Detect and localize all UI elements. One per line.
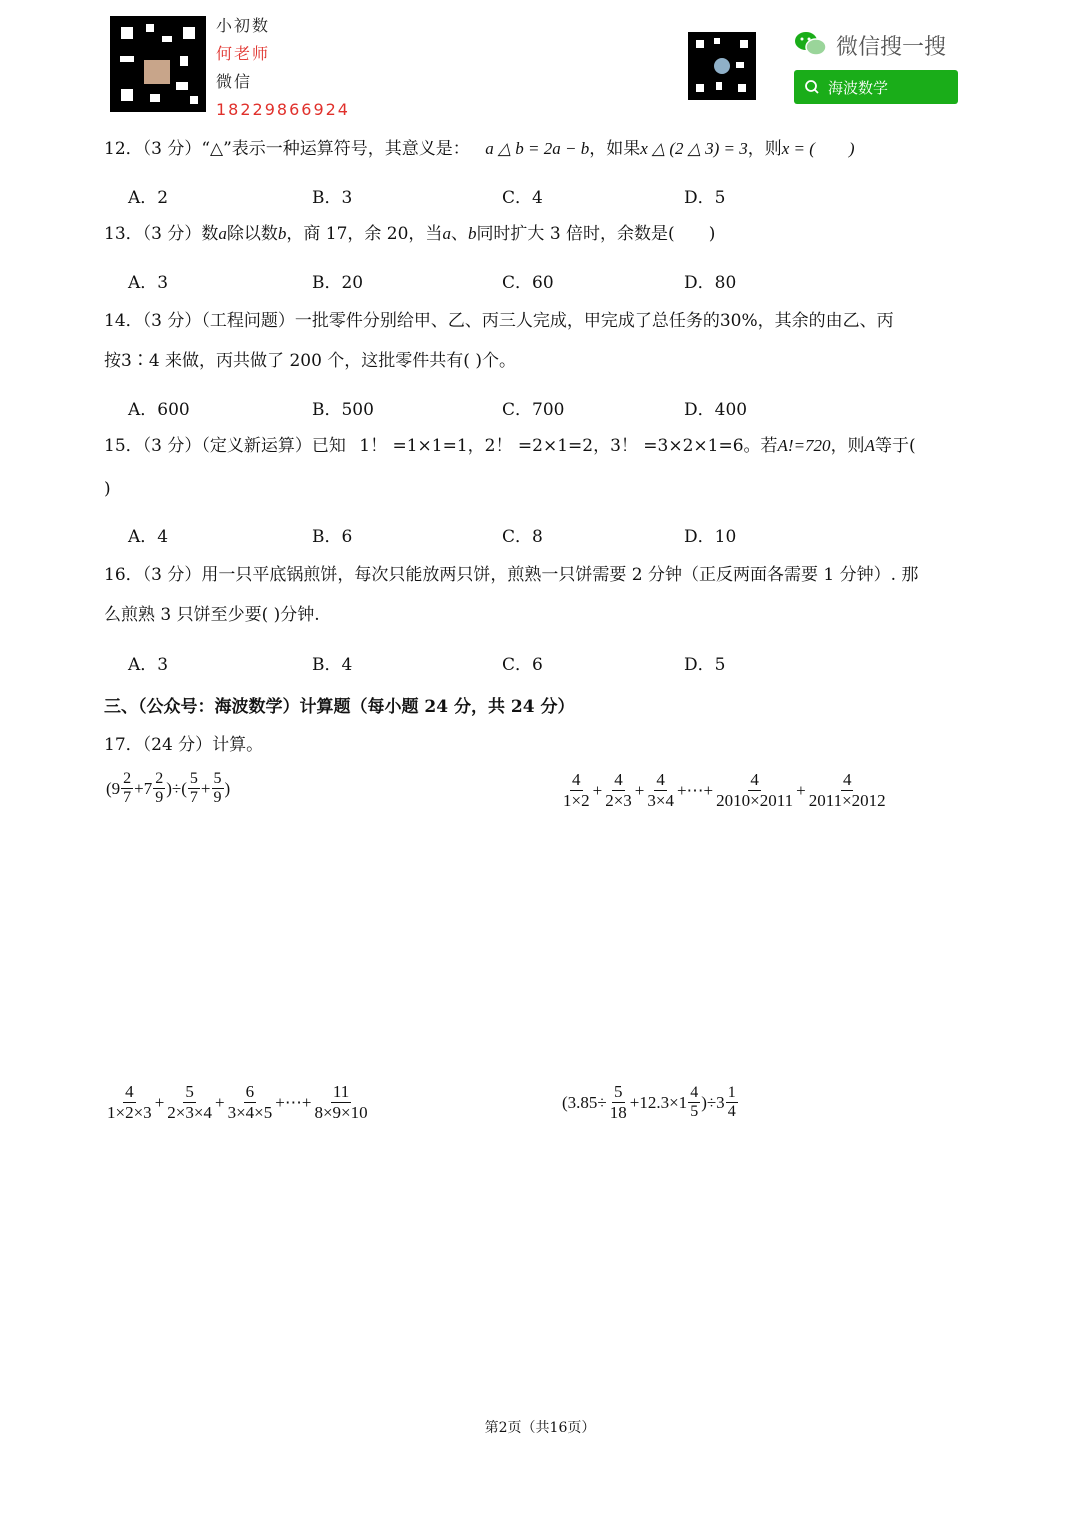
question-17: 17．（24 分）计算。 <box>104 735 264 755</box>
option-c: C．6 <box>502 655 543 675</box>
option-d: D．5 <box>684 655 726 675</box>
question-12: 12．（3 分）“△”表示一种运算符号，其意义是： a △ b = 2a − b，如果x △ (2 △ 3) = 3，则x = ( ) <box>104 139 855 159</box>
option-b: B．20 <box>312 273 364 293</box>
question-13: 13．（3 分）数a除以数b，商 17，余 20，当a、b同时扩大 3 倍时，余数是( ) <box>104 224 716 244</box>
option-d: D．80 <box>684 273 737 293</box>
expression-4: (3.85÷ $\frac{5}{18}$ +12.3×1 $\frac{4}{5}$ )÷3 $\frac{1}{4}$ <box>562 1082 736 1122</box>
option-c: C．60 <box>502 273 554 293</box>
header-phone: 18229866924 <box>216 100 350 119</box>
option-b: B．500 <box>312 400 374 420</box>
option-c: C．4 <box>502 188 543 208</box>
wechat-search-title: 微信搜一搜 <box>836 35 947 60</box>
option-a: A．4 <box>128 527 169 547</box>
expression-1: (9 $\frac{2}{7}$ +7 $\frac{2}{9}$ )÷( $\frac{5}{7}$ + $\frac{5}{9}$ ) <box>106 770 231 806</box>
question-15-line-1: 15．（3 分）（定义新运算）已知 1！ =1×1=1，2！ =2×1=2，3！ =3×2×1=6。若A!=720，则A等于( <box>104 436 916 456</box>
question-16-line-2: 么煎熟 3 只饼至少要( )分钟. <box>104 605 320 625</box>
option-c: C．700 <box>502 400 565 420</box>
option-d: D．5 <box>684 188 726 208</box>
option-d: D．400 <box>684 400 748 420</box>
option-a: A．3 <box>128 655 169 675</box>
option-b: B．3 <box>312 188 353 208</box>
expression-3: $\frac{4}{1\times 2\times 3}$ + $\frac{5}{2\times 3\times 4}$ + $\frac{6}{3\times 4\times 5}$ +⋯+ $\frac{11}{8\times 9\times 10}$ <box>107 1082 368 1122</box>
option-a: A．600 <box>128 400 190 420</box>
section-heading: 三、（公众号：海波数学）计算题（每小题 24 分，共 24 分） <box>104 697 575 717</box>
search-label: 海波数学 <box>828 78 889 97</box>
option-b: B．4 <box>312 655 353 675</box>
wechat-logo-icon <box>794 30 828 58</box>
expression-2: $\frac{4}{1\times 2}$ + $\frac{4}{2\times 3}$ + $\frac{4}{3\times 4}$ +⋯+ $\frac{4}{2010\times 2011}$ + $\frac{4}{2011\times 2012}$ <box>563 770 886 810</box>
question-14-line-1: 14．（3 分）（工程问题）一批零件分别给甲、乙、丙三人完成，甲完成了总任务的30%，其余的由乙、丙 <box>104 311 894 331</box>
option-a: A．3 <box>128 273 169 293</box>
option-a: A．2 <box>128 188 169 208</box>
option-d: D．10 <box>684 527 737 547</box>
page-footer: 第2页（共16页） <box>484 1420 596 1436</box>
option-c: C．8 <box>502 527 543 547</box>
question-15-line-2: ) <box>104 479 111 499</box>
question-16-line-1: 16．（3 分）用一只平底锅煎饼，每次只能放两只饼，煎熟一只饼需要 2 分钟（正反两面各需要 1 分钟）. 那 <box>104 565 919 585</box>
qr-code-right <box>688 32 756 100</box>
search-button[interactable] <box>794 70 958 104</box>
question-14-line-2: 按3∶4 来做，丙共做了 200 个，这批零件共有( )个。 <box>104 351 516 371</box>
header-line-3: 微信 <box>216 72 253 91</box>
qr-code-left <box>110 16 206 112</box>
header-line-2: 何老师 <box>216 44 271 63</box>
option-b: B．6 <box>312 527 353 547</box>
header-line-1: 小初数 <box>216 16 271 35</box>
search-icon <box>804 79 820 95</box>
